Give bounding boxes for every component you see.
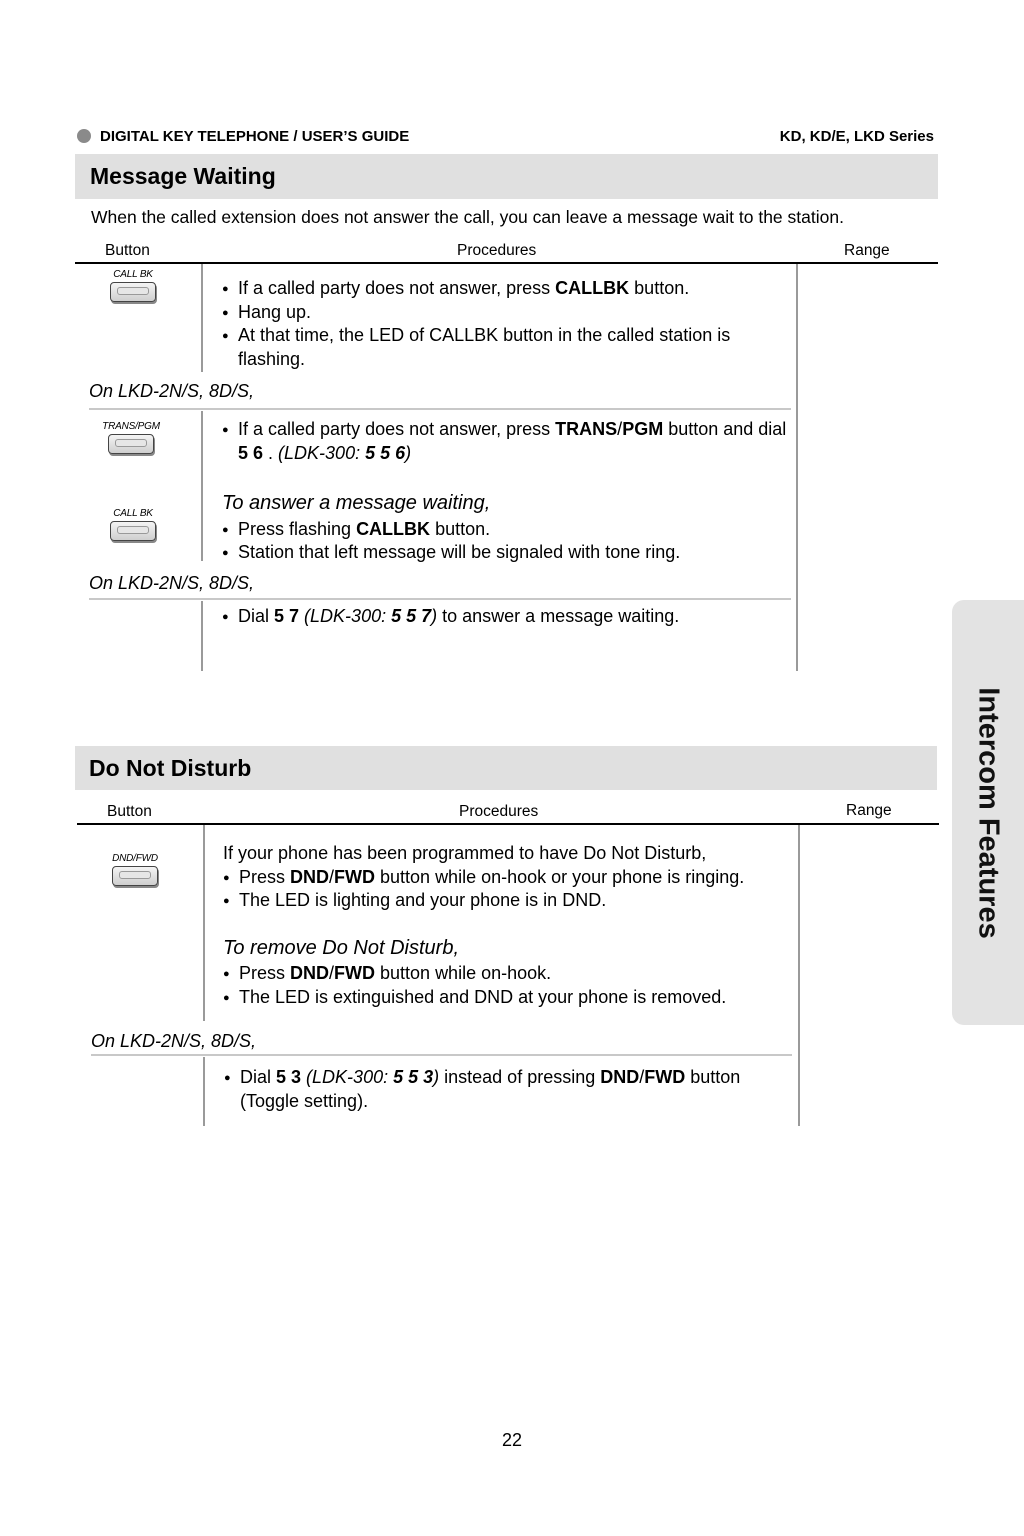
- dnd-fwd-button-icon: [105, 853, 165, 886]
- keycap-icon: [110, 282, 156, 302]
- dnd-procedure-block-2: [224, 1066, 764, 1113]
- list-item: ● The LED is extinguished and DND at your phone is removed.: [223, 986, 795, 1010]
- list-item: ● Hang up.: [222, 301, 792, 325]
- list-item: ● Press DND/FWD button while on-hook or your phone is ringing.: [223, 866, 795, 890]
- column-header-button: Button: [107, 803, 152, 820]
- keycap-icon: [110, 521, 156, 541]
- dnd-fwd-button-label: DND/FWD: [112, 853, 158, 864]
- column-divider: [798, 825, 800, 1126]
- column-divider: [203, 825, 205, 1021]
- header-bullet-icon: [77, 129, 91, 143]
- list-item: ● At that time, the LED of CALLBK button in the called station is flashing.: [222, 324, 792, 371]
- message-waiting-intro: When the called extension does not answer the call, you can leave a message wait to the station.: [91, 207, 844, 227]
- list-item: ● If a called party does not answer, press TRANS/PGM button and dial 5 6 . (LDK-300: 5 5 6): [222, 418, 792, 465]
- callbk-button-label: CALL BK: [113, 508, 153, 519]
- mw-procedure-block-3: [222, 605, 792, 629]
- column-header-range: Range: [844, 242, 890, 259]
- callbk-button-icon: [103, 269, 163, 302]
- list-item: ● The LED is lighting and your phone is in DND.: [223, 889, 795, 913]
- list-item: ● Press flashing CALLBK button.: [222, 518, 792, 542]
- column-header-range: Range: [846, 802, 892, 819]
- list-item: ● Press DND/FWD button while on-hook.: [223, 962, 795, 986]
- table-header-rule: [77, 823, 939, 825]
- subheading: To answer a message waiting,: [222, 492, 491, 514]
- divider: [89, 598, 791, 600]
- header-guide-title: DIGITAL KEY TELEPHONE / USER’S GUIDE: [100, 128, 410, 145]
- divider: [89, 408, 791, 410]
- section-title-message-waiting: Message Waiting: [90, 163, 276, 189]
- column-divider: [796, 264, 798, 671]
- list-item: ● Station that left message will be signaled with tone ring.: [222, 541, 792, 565]
- page-number: 22: [501, 1430, 523, 1450]
- column-header-procedures: Procedures: [459, 803, 539, 820]
- chapter-side-tab: [952, 600, 1024, 1025]
- column-header-button: Button: [105, 242, 150, 259]
- chapter-side-tab-label: Intercom Features: [972, 686, 1005, 939]
- mw-procedure-block-2: [222, 418, 792, 565]
- dnd-intro: If your phone has been programmed to have Do Not Disturb,: [223, 843, 707, 863]
- model-note: On LKD-2N/S, 8D/S,: [91, 1031, 257, 1051]
- column-divider: [201, 601, 203, 671]
- header-series: KD, KD/E, LKD Series: [779, 128, 934, 145]
- column-divider: [203, 1057, 205, 1126]
- keycap-icon: [112, 866, 158, 886]
- divider: [91, 1054, 792, 1056]
- section-bar-message-waiting: [75, 154, 938, 199]
- column-divider: [201, 411, 203, 561]
- section-bar-do-not-disturb: [75, 746, 937, 790]
- list-item: ● Dial 5 3 (LDK-300: 5 5 3) instead of pressing DND/FWD button (Toggle setting).: [224, 1066, 764, 1113]
- model-note: On LKD-2N/S, 8D/S,: [89, 573, 255, 593]
- dnd-procedure-block-1: [223, 842, 795, 1009]
- list-item: ● If a called party does not answer, press CALLBK button.: [222, 277, 792, 301]
- subheading: To remove Do Not Disturb,: [223, 936, 460, 959]
- trans-pgm-button-label: TRANS/PGM: [102, 421, 160, 432]
- section-title-do-not-disturb: Do Not Disturb: [89, 755, 252, 781]
- model-note: On LKD-2N/S, 8D/S,: [89, 381, 255, 401]
- column-header-procedures: Procedures: [457, 242, 537, 259]
- callbk-button-label: CALL BK: [113, 269, 153, 280]
- column-divider: [201, 264, 203, 372]
- list-item: ● Dial 5 7 (LDK-300: 5 5 7) to answer a message waiting.: [222, 605, 792, 629]
- callbk-button-icon: [103, 508, 163, 541]
- keycap-icon: [108, 434, 154, 454]
- table-header-rule: [75, 262, 938, 264]
- trans-pgm-button-icon: [101, 421, 161, 454]
- mw-procedure-block-1: [222, 277, 792, 371]
